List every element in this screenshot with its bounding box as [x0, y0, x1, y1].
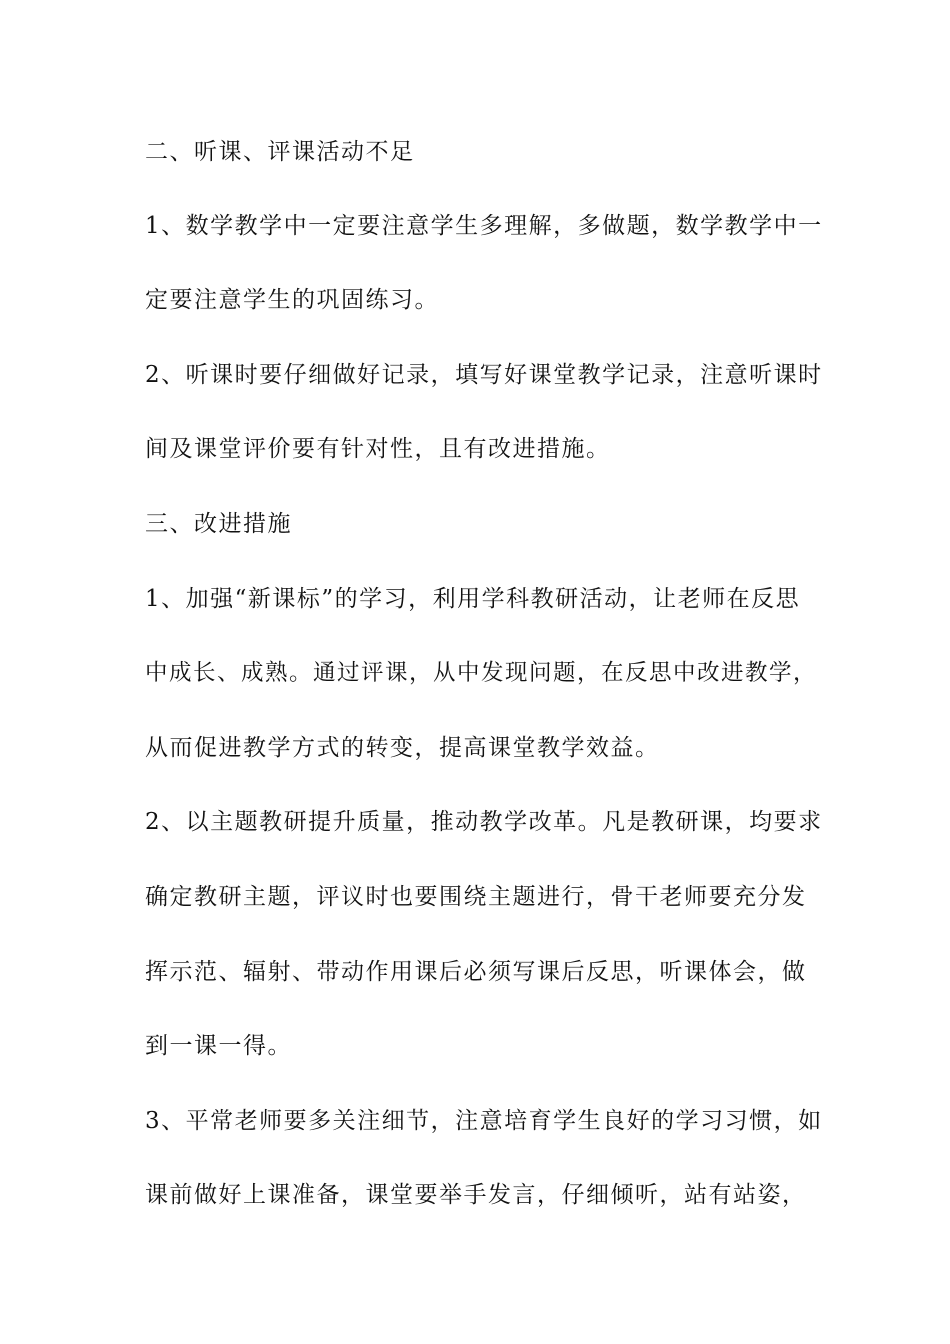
paragraph-line: 挥示范、辐射、带动作用课后必须写课后反思，听课体会，做	[145, 959, 807, 985]
paragraph-line: 2、听课时要仔细做好记录，填写好课堂教学记录，注意听课时	[145, 362, 823, 388]
paragraph-line: 课前做好上课准备，课堂要举手发言，仔细倾听，站有站姿，	[145, 1182, 807, 1208]
paragraph-line: 1、加强“新课标”的学习，利用学科教研活动，让老师在反思	[145, 586, 801, 612]
paragraph-line: 1、数学教学中一定要注意学生多理解，多做题，数学教学中一	[145, 213, 823, 239]
paragraph-line: 3、平常老师要多关注细节，注意培育学生良好的学习习惯，如	[145, 1108, 823, 1134]
paragraph-line: 中成长、成熟。通过评课，从中发现问题，在反思中改进教学，	[145, 660, 818, 686]
paragraph-line: 2、以主题教研提升质量，推动教学改革。凡是教研课，均要求	[145, 809, 823, 835]
paragraph-line: 间及课堂评价要有针对性，且有改进措施。	[145, 436, 611, 462]
paragraph-line: 确定教研主题，评议时也要围绕主题进行，骨干老师要充分发	[145, 884, 807, 910]
paragraph-line: 从而促进教学方式的转变，提高课堂教学效益。	[145, 735, 660, 761]
section-heading-2: 二、听课、评课活动不足	[145, 139, 415, 165]
section-heading-3: 三、改进措施	[145, 511, 292, 537]
paragraph-line: 定要注意学生的巩固练习。	[145, 287, 439, 313]
paragraph-line: 到一课一得。	[145, 1033, 292, 1059]
